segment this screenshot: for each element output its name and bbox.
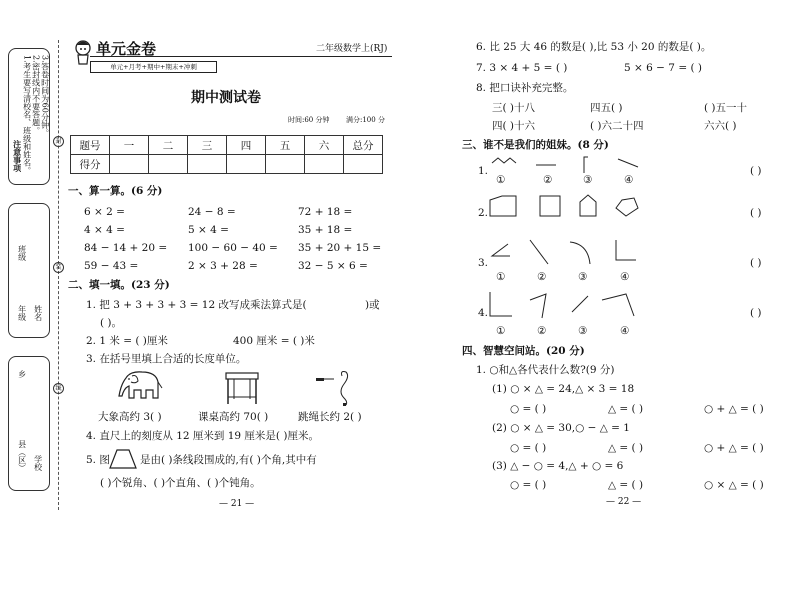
section4-title: 四、智慧空间站。(20 分) — [462, 345, 585, 357]
option-mark: ③ — [578, 271, 588, 283]
school-box — [8, 356, 50, 491]
s3-row4-shapes — [488, 290, 638, 322]
answer-blank[interactable]: ( ) — [750, 307, 762, 319]
calc-item: 5 × 4 = — [188, 224, 229, 236]
info-box — [8, 203, 50, 338]
seal-line — [58, 40, 59, 510]
q5-text-c: ( )个锐角、( )个直角、( )个钝角。 — [100, 477, 261, 489]
section3-title: 三、谁不是我们的姐妹。(8 分) — [462, 139, 609, 151]
seal-char-1: 封 — [53, 136, 64, 147]
option-mark: ③ — [578, 325, 588, 337]
q8-blank[interactable]: 四( )十六 — [492, 120, 536, 132]
score-cell[interactable] — [227, 155, 266, 174]
option-mark: ④ — [624, 174, 634, 186]
s4-blank[interactable]: ○ = ( ) — [510, 403, 547, 415]
q1-blank[interactable]: ( )。 — [100, 317, 123, 329]
option-mark: ③ — [583, 174, 593, 186]
q6-text: 6. 比 25 大 46 的数是( ),比 53 小 20 的数是( )。 — [476, 41, 712, 53]
q8-blank[interactable]: ( )五一十 — [704, 102, 748, 114]
option-mark: ② — [537, 271, 547, 283]
desk-icon — [224, 371, 260, 405]
s4-q1-text: 1. ○和△各代表什么数?(9 分) — [476, 364, 615, 376]
calc-item: 59 − 43 = — [84, 260, 139, 272]
calc-item: 6 × 2 = — [84, 206, 125, 218]
s4-blank[interactable]: ○ + △ = ( ) — [704, 442, 764, 454]
option-mark: ④ — [620, 325, 630, 337]
option-mark: ① — [496, 271, 506, 283]
q7-text-b: 5 × 6 − 7 = ( ) — [624, 62, 702, 74]
s4-blank[interactable]: △ = ( ) — [608, 479, 644, 491]
answer-blank[interactable]: ( ) — [750, 207, 762, 219]
s3-row-label: 2. — [478, 207, 489, 219]
score-header-cell: 五 — [266, 136, 305, 155]
jump-rope-icon — [312, 370, 358, 406]
q5-text-b: 是由( )条线段围成的,有( )个角,其中有 — [140, 454, 317, 466]
seal-char-3: 线 — [53, 383, 64, 394]
s4-condition: (3) △ − ○ = 4,△ + ○ = 6 — [492, 460, 624, 472]
s4-blank[interactable]: ○ + △ = ( ) — [704, 403, 764, 415]
brand-tagline: 单元+月考+期中+期末+冲刺 — [90, 61, 217, 73]
q8-text: 8. 把口诀补充完整。 — [476, 82, 574, 94]
trapezoid-icon — [108, 448, 138, 470]
answer-blank[interactable]: ( ) — [750, 165, 762, 177]
q1-text-tail: )或 — [365, 299, 380, 311]
s3-row-label: 3. — [478, 257, 489, 269]
note-3: 3.答卷时间为60分钟。 — [40, 55, 50, 137]
school-label: 学校 — [33, 455, 43, 471]
township-label: 乡 — [17, 370, 27, 378]
score-cell[interactable] — [305, 155, 344, 174]
s3-row-label: 1. — [478, 165, 489, 177]
calc-item: 2 × 3 + 28 = — [188, 260, 258, 272]
s4-blank[interactable]: ○ × △ = ( ) — [704, 479, 764, 491]
option-mark: ④ — [620, 271, 630, 283]
q3-item-elephant[interactable]: 大象高约 3( ) — [98, 411, 162, 423]
option-mark: ① — [496, 325, 506, 337]
answer-blank[interactable]: ( ) — [750, 257, 762, 269]
s4-condition: (1) ○ × △ = 24,△ × 3 = 18 — [492, 383, 635, 395]
score-header-cell: 六 — [305, 136, 344, 155]
calc-item: 84 − 14 + 20 = — [84, 242, 168, 254]
name-label: 姓名 — [33, 305, 43, 321]
s3-row2-shapes — [488, 194, 648, 220]
score-cell[interactable] — [266, 155, 305, 174]
notes-label: 注意事项 — [12, 140, 23, 172]
q8-blank[interactable]: 六六( ) — [704, 120, 737, 132]
score-header-cell: 三 — [188, 136, 227, 155]
class-label: 班级 — [17, 245, 27, 261]
page-number-left: — 21 — — [219, 499, 255, 509]
score-header-cell: 二 — [149, 136, 188, 155]
q3-text: 3. 在括号里填上合适的长度单位。 — [86, 353, 247, 365]
q3-item-rope[interactable]: 跳绳长约 2( ) — [298, 411, 362, 423]
s4-blank[interactable]: △ = ( ) — [608, 442, 644, 454]
score-header-cell: 一 — [110, 136, 149, 155]
grade-info: 二年级数学上(RJ) — [316, 44, 388, 54]
option-mark: ② — [537, 325, 547, 337]
calc-item: 72 + 18 = — [298, 206, 353, 218]
exam-full-score: 满分:100 分 — [346, 116, 385, 124]
calc-item: 35 + 18 = — [298, 224, 353, 236]
calc-item: 35 + 20 + 15 = — [298, 242, 382, 254]
q8-blank[interactable]: 三( )十八 — [492, 102, 536, 114]
section1-title: 一、算一算。(6 分) — [68, 185, 163, 197]
s3-row-label: 4. — [478, 307, 489, 319]
q4-text: 4. 直尺上的刻度从 12 厘米到 19 厘米是( )厘米。 — [86, 430, 319, 442]
calc-item: 4 × 4 = — [84, 224, 125, 236]
q1-text: 1. 把 3 + 3 + 3 + 3 = 12 改写成乘法算式是( — [86, 299, 307, 311]
q2-text: 2. 1 米 = ( )厘米 — [86, 335, 168, 347]
score-row-label: 得分 — [71, 155, 110, 174]
calc-item: 24 − 8 = — [188, 206, 236, 218]
exam-title: 期中测试卷 — [191, 90, 261, 106]
s4-blank[interactable]: △ = ( ) — [608, 403, 644, 415]
grade-label: 年级 — [17, 305, 27, 321]
county-label: 县（区） — [17, 440, 27, 472]
q5-text: 5. 图 — [86, 454, 110, 466]
s4-blank[interactable]: ○ = ( ) — [510, 479, 547, 491]
s3-row1-shapes — [490, 155, 690, 175]
score-header-cell: 四 — [227, 136, 266, 155]
score-cell[interactable] — [110, 155, 149, 174]
brand-title: 单元金卷 — [96, 40, 157, 58]
score-cell[interactable] — [344, 155, 383, 174]
note-1: 1.考生要写清校名、班级和姓名。 — [22, 55, 32, 175]
seal-char-2: 装 — [53, 262, 64, 273]
q8-blank[interactable]: ( )六二十四 — [590, 120, 644, 132]
option-mark: ① — [496, 174, 506, 186]
q8-blank[interactable]: 四五( ) — [590, 102, 623, 114]
option-mark: ② — [543, 174, 553, 186]
score-table — [70, 135, 383, 174]
s3-row3-shapes — [490, 238, 640, 268]
note-2: 2.密封线内不要答题。 — [31, 55, 41, 135]
s4-blank[interactable]: ○ = ( ) — [510, 442, 547, 454]
s4-condition: (2) ○ × △ = 30,○ − △ = 1 — [492, 422, 630, 434]
page-number-right: — 22 — — [606, 497, 642, 507]
score-header-cell: 总分 — [344, 136, 383, 155]
section2-title: 二、填一填。(23 分) — [68, 279, 170, 291]
score-cell[interactable] — [149, 155, 188, 174]
elephant-icon — [118, 370, 164, 404]
calc-item: 100 − 60 − 40 = — [188, 242, 278, 254]
q2-text-b: 400 厘米 = ( )米 — [233, 335, 315, 347]
score-header-cell: 题号 — [71, 136, 110, 155]
score-cell[interactable] — [188, 155, 227, 174]
header-rule — [90, 56, 392, 57]
exam-time: 时间:60 分钟 — [288, 116, 330, 124]
calc-item: 32 − 5 × 6 = — [298, 260, 368, 272]
q3-item-desk[interactable]: 课桌高约 70( ) — [198, 411, 269, 423]
q7-text-a: 7. 3 × 4 + 5 = ( ) — [476, 62, 568, 74]
